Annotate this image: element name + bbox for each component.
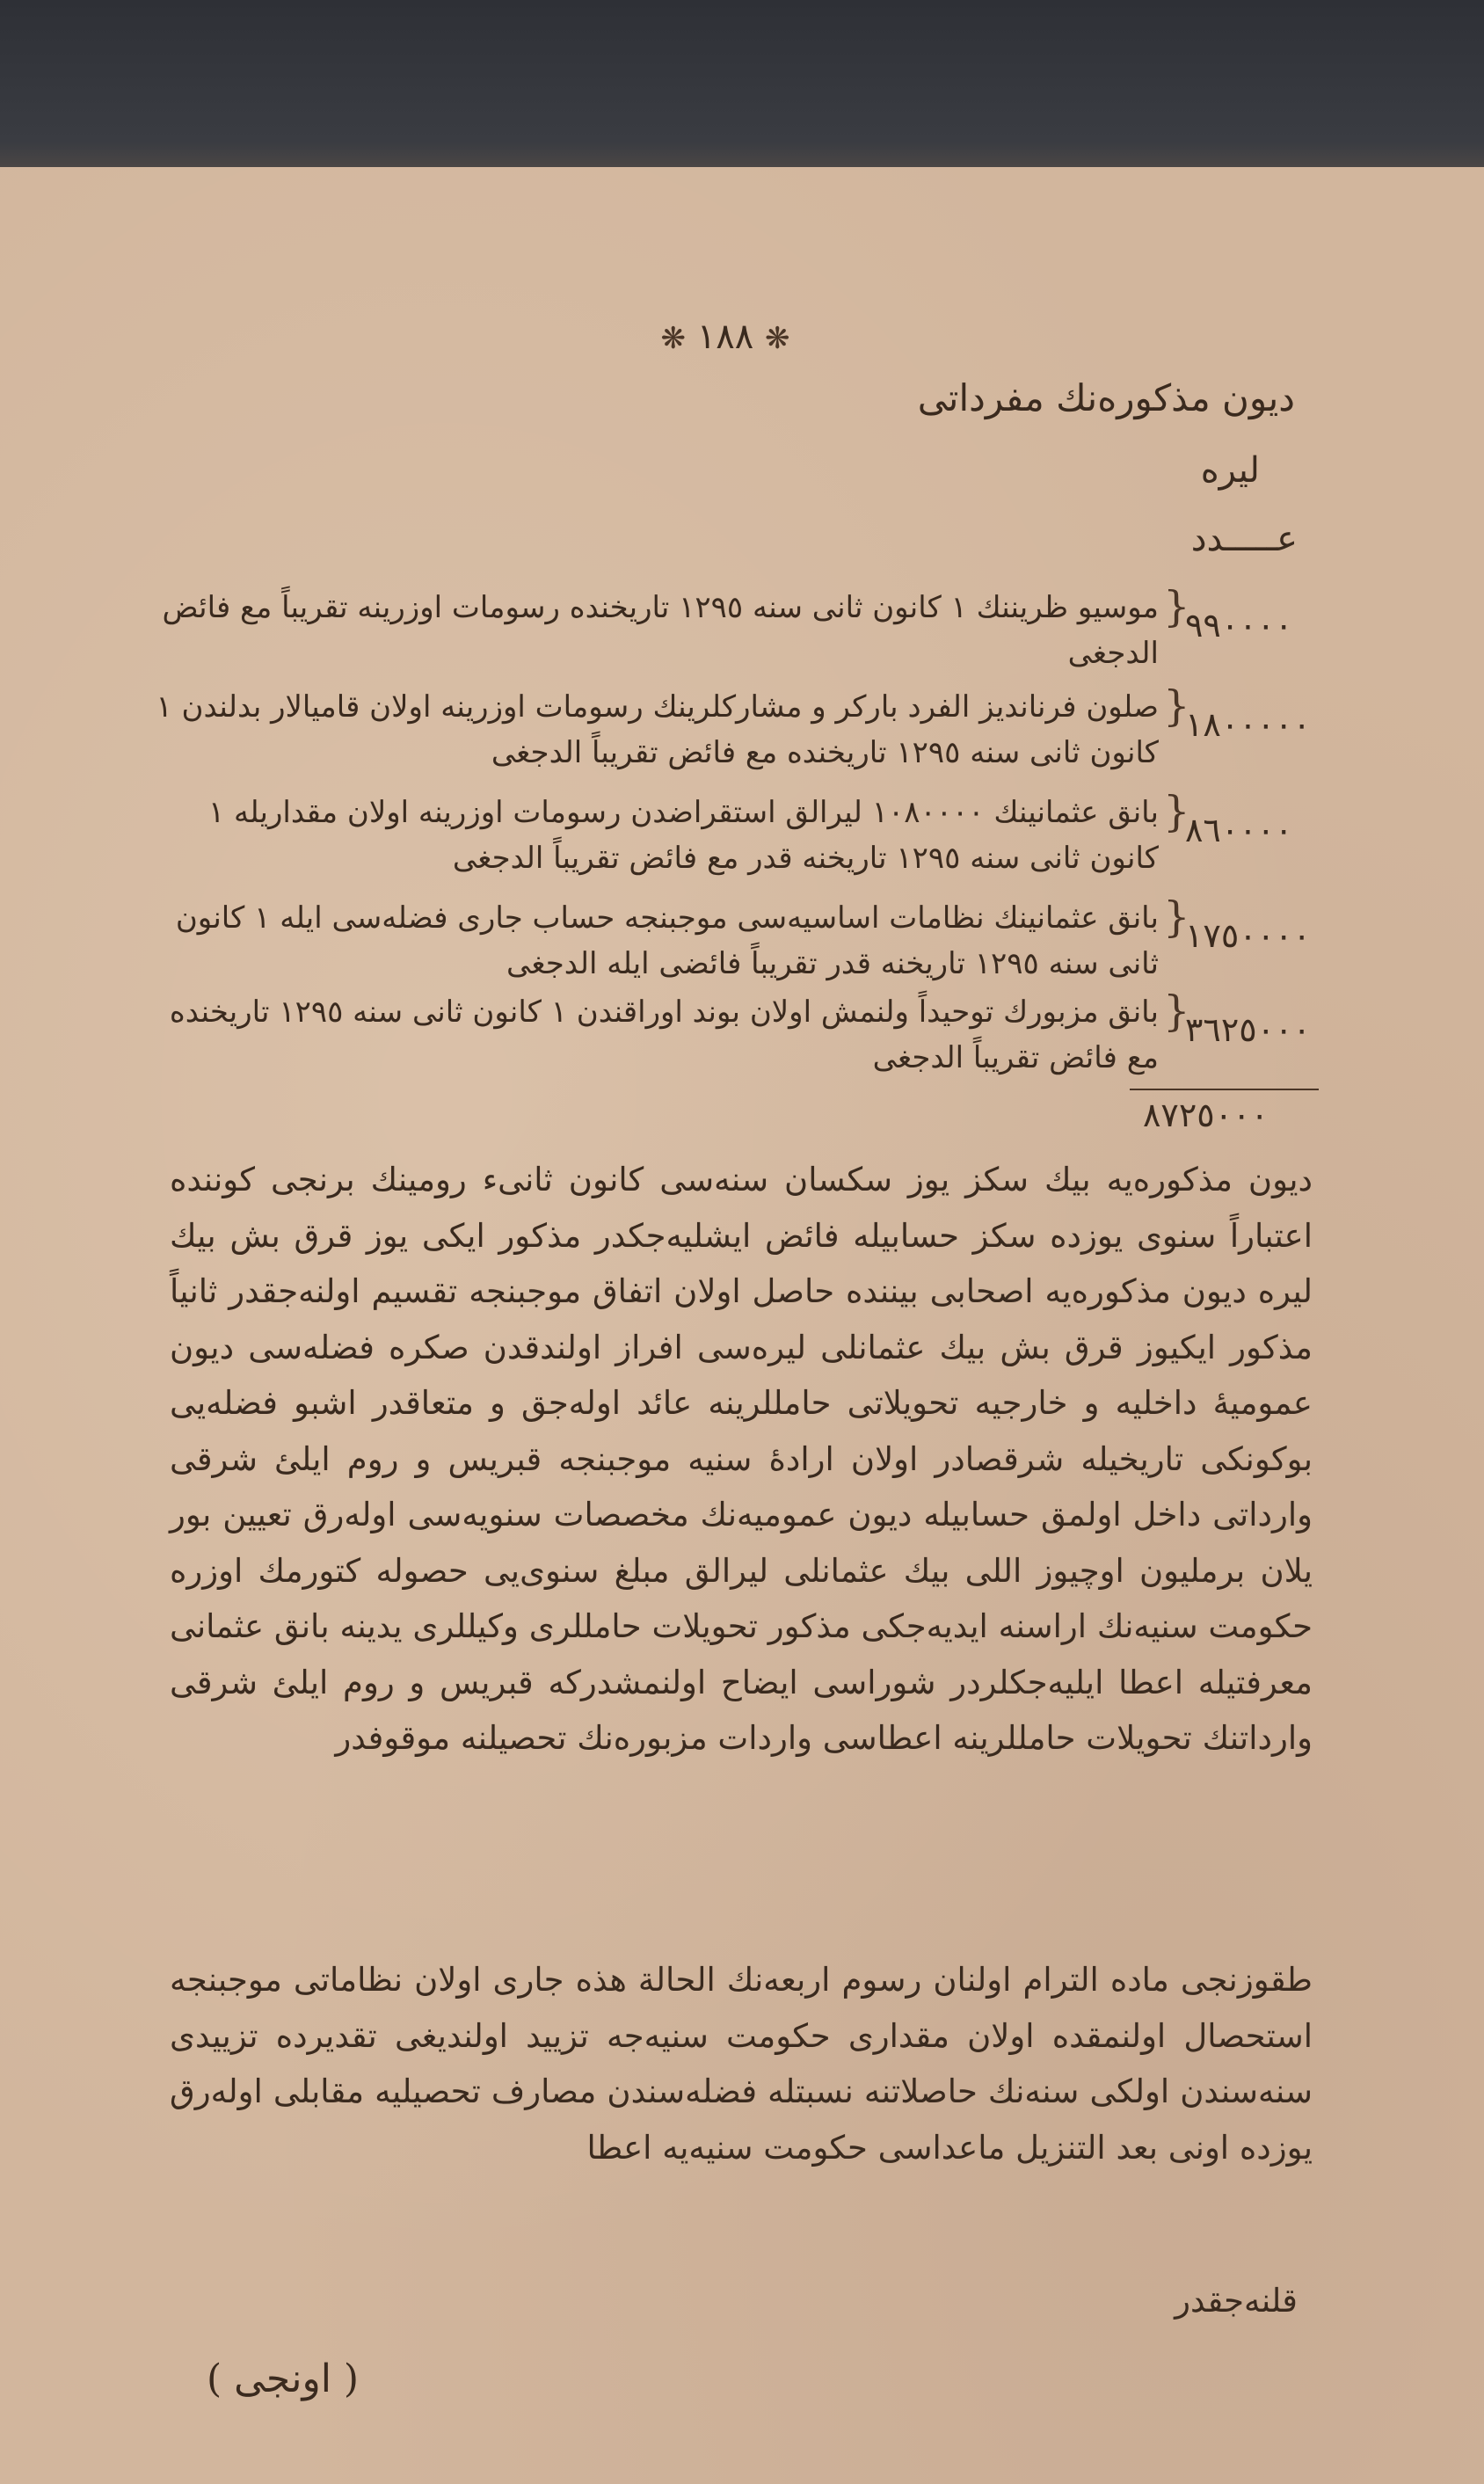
entry-amount: ٨٦٠٠٠٠ (1185, 811, 1293, 849)
entry-amount: ٩٩٠٠٠٠ (1185, 606, 1293, 645)
entry-description: بانق عثمانينك نظامات اساسيه‌سى موجبنجه حساب جارى فضله‌سى ايله ١ كانون ثانى سنه ١٢٩٥ تاريخنه قدر تقريباً فائضى ايله الدجغى (175, 900, 1159, 981)
left-ornament-icon: ❋ (660, 321, 687, 356)
brace-icon: } (1163, 681, 1190, 731)
entry-description: صلون فرنانديز الفرد باركر و مشاركلرينك رسومات اوزرينه اولان قاميالار بدلندن ١ كانون ثانى سنه ١٢٩٥ تاريخنده مع فائض تقريباً الدجغى (156, 689, 1159, 770)
paragraph-1: ديون مذكوره‌يه بيك سكز يوز سكسان سنه‌سى كانون ثانى‌ء رومينك برنجى كوننده اعتباراً سنوى يوزده سكز حسابيله فائض ايشليه‌جكدر مذكور ايكى يوز قرق بش بيك ليره ديون مذكوره‌يه اصحابى بيننده حاصل اولان اتفاق موجبنجه تقسيم اولنه‌جقدر ثانياً مذكور ايكيوز قرق بش بيك عثمانلى ليره‌سى افراز اولندقدن صكره فضله‌سى ديون عموميهٔ داخليه و خارجيه تحويلاتى حامللرينه عائد اوله‌جق و متعاقدر اشبو فضله‌يى بوكونكى تاريخيله شرقصادر اولان ارادهٔ سنيه موجبنجه قبريس و روم ايلئ شرقى وارداتى داخل اولمق حسابيله ديون عموميه‌نك مخصصات سنويه‌سى اوله‌رق تعيين بور يلان برمليون اوچيوز اللى بيك عثمانلى ليرالق مبلغ سنوى‌يى حصوله كتورمك اوزره حكومت سنيه‌نك اراسنه ايديه‌جكى مذكور تحويلات حامللرى وكيللرى يدينه بانق عثمانى معرفتيله اعطا ايليه‌جكلردر شوراسى ايضاح اولنمشدركه قبريس و روم ايلئ شرقى وارداتنك تحويلات حامللرينه اعطاسى واردات مزبوره‌نك تحصيلنه موقوفدر (170, 1161, 1313, 1757)
entry-description: بانق مزبورك توحيداً ولنمش اولان بوند اوراقندن ١ كانون ثانى سنه ١٢٩٥ تاريخنده مع فائض تقريباً الدجغى (169, 994, 1159, 1075)
right-ornament-icon: ❋ (764, 321, 790, 356)
brace-icon: } (1163, 987, 1190, 1036)
debt-entry (130, 582, 1317, 680)
page-heading: ديون مذكوره‌نك مفرداتى (917, 376, 1295, 419)
closing-line: قلنه‌جقدر (1175, 2282, 1298, 2320)
entry-amount: ١٨٠٠٠٠٠ (1185, 705, 1311, 744)
debt-entry (130, 681, 1317, 779)
debt-entry (130, 892, 1317, 990)
count-label: عـــــدد (1190, 519, 1298, 559)
entry-description: موسيو ظريننك ١ كانون ثانى سنه ١٢٩٥ تاريخنده رسومات اوزرينه تقريباً مع فائض الدجغى (162, 590, 1159, 671)
entry-amount: ٣٦٢٥٠٠٠ (1185, 1010, 1311, 1049)
brace-icon: } (1163, 787, 1190, 836)
paragraph-2: طقوزنجى ماده الترام اولنان رسوم اربعه‌نك الحالة هذه جارى اولان نظاماتى موجبنجه استحصال اولنمقده اولان مقدارى حكومت سنيه‌جه تزييد اولنديغى تقديرده تزييدى سنه‌سندن اولكى سنه‌نك حاصلاتنه نسبتله فضله‌سندن مصارف تحصيليه مقابلى اوله‌رق يوزده اونى بعد التنزيل ماعداسى حكومت سنيه‌يه اعطا (170, 1961, 1313, 2167)
scanner-background (0, 0, 1484, 167)
page-number (615, 317, 835, 357)
total-amount: ٨٧٢٥٠٠٠ (1143, 1096, 1269, 1134)
debt-entry (130, 787, 1317, 885)
debt-entry (130, 989, 1317, 1084)
brace-icon: } (1163, 892, 1190, 942)
page-number-text: ١٨٨ (696, 317, 754, 357)
entry-amount: ١٧٥٠٠٠٠ (1185, 916, 1311, 955)
unit-label: ليره (1200, 450, 1260, 491)
brace-icon: } (1163, 582, 1190, 631)
entry-description: بانق عثمانينك ١٠٨٠٠٠٠ ليرالق استقراضدن رسومات اوزرينه اولان مقداريله ١ كانون ثانى سنه ١٢٩٥ تاريخنه قدر مع فائض تقريباً الدجغى (207, 795, 1159, 876)
sum-rule (1130, 1089, 1319, 1090)
catchword: ( اونجى ) (207, 2357, 360, 2401)
